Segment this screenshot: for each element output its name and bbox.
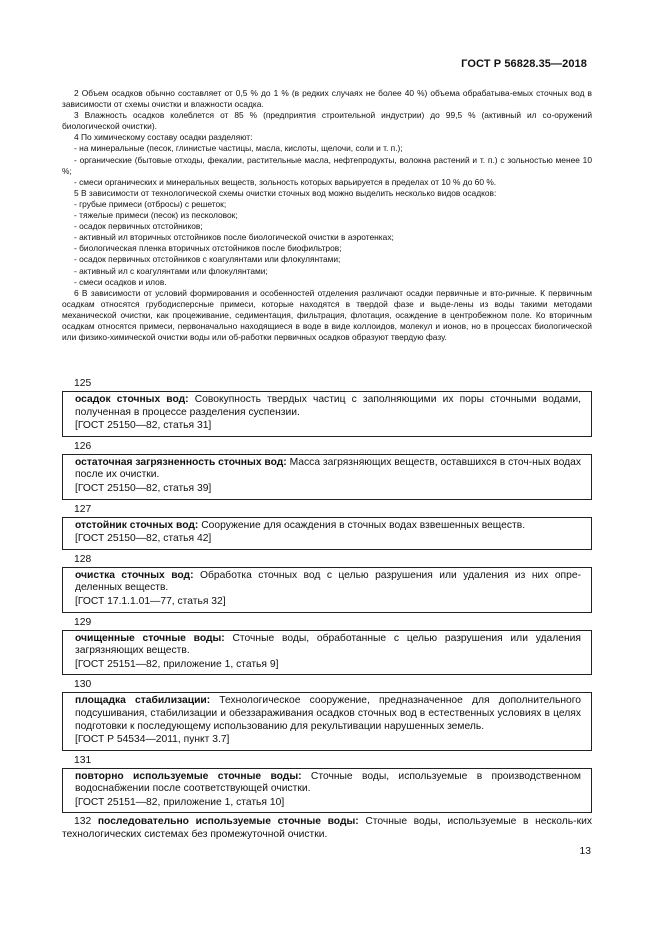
term-name: очищенные сточные воды: <box>75 632 225 644</box>
note-paragraph: 4 По химическому составу осадки разделяют: <box>74 132 253 143</box>
term-text: Сооружение для осаждения в сточных водах взвешенных веществ. <box>198 519 526 531</box>
document-header: ГОСТ Р 56828.35—2018 <box>461 58 587 70</box>
term-source: [ГОСТ 25151—82, приложение 1, статья 10] <box>75 796 285 808</box>
term-name: площадка стабилизации: <box>75 695 211 707</box>
term-name: последовательно используемые сточные воды: <box>97 816 359 828</box>
note-list-item: - осадок первичных отстойников; <box>74 221 203 232</box>
term-definition <box>75 695 581 733</box>
term-name: остаточная загрязненность сточных вод: <box>75 456 287 468</box>
term-name: отстойник сточных вод: <box>75 519 199 531</box>
term-source: [ГОСТ 25150—82, статья 42] <box>75 533 212 545</box>
note-list-item: - биологическая пленка вторичных отстойников после биофильтров; <box>74 243 342 254</box>
note-paragraph: 2 Объем осадков обычно составляет от 0,5 % до 1 % (в редких случаях не более 40 %) объема обрабатыва-емых сточных вод в зависимости от схемы очистки и влажности осадка. <box>62 88 592 110</box>
notes-section <box>62 88 592 343</box>
term-name: осадок сточных вод: <box>75 394 189 405</box>
term-number: 130 <box>74 679 92 691</box>
term-name: повторно используемые сточные воды: <box>75 770 302 782</box>
note-list-item: - активный ил вторичных отстойников после биологической очистки в аэротенках; <box>74 232 394 243</box>
term-definition <box>75 520 581 533</box>
term-source: [ГОСТ Р 54534—2011, пункт 3.7] <box>75 734 230 746</box>
term-number: 127 <box>74 503 92 515</box>
term-definition <box>75 394 581 419</box>
terms-section <box>62 377 592 842</box>
note-list-item: - смеси осадков и илов. <box>74 276 167 287</box>
note-paragraph: 6 В зависимости от условий формирования и особенностей отделения различают осадки первичные и вто-ричные. К первичным осадкам относятся грубодисперсные примеси, которые находятся в твердой фазе и выде-лены из воды такими методами механической очистки, как процеживание, седиментация, фильтрация, флотация, осаждение в центробежном поле. Ко вторичным осадкам относятся примеси, первоначально находящиеся в воде в виде коллоидов, молекул и ионов, но в процессах биологической или физико-химической очистки воды или об-работки первичных осадков образуют твердую фазу. <box>62 287 592 343</box>
term-box <box>62 630 592 676</box>
note-list-item: - на минеральные (песок, глинистые частицы, масла, кислоты, щелочи, соли и т. п.); <box>74 143 403 154</box>
term-number: 129 <box>74 616 92 628</box>
term-definition <box>75 771 581 796</box>
term-text: Обработка сточных вод с целью разрушения или удаления из них опре-деленных веществ. <box>75 569 582 594</box>
term-text: Технологическое сооружение, предназначенное для дополнительного подсушивания, стабилизации и обеззараживания осадков сточных вод в естественных условиях в целях подготовки к последующему использованию для рекультивации нарушенных земель. <box>75 695 581 732</box>
note-list-item: - органические (бытовые отходы, фекалии, растительные масла, нефтепродукты, волокна растений и т. п.) с зольностью менее 10 %; <box>62 154 592 176</box>
term-text: Масса загрязняющих веществ, оставшихся в сточ-ных водах после их очистки. <box>75 456 581 481</box>
term-source: [ГОСТ 25150—82, статья 39] <box>75 482 212 494</box>
term-box <box>62 517 592 550</box>
note-paragraph: 5 В зависимости от технологической схемы очистки сточных вод можно выделить несколько видов осадков: <box>74 187 497 198</box>
note-paragraph: 3 Влажность осадков колеблется от 85 % (предприятия строительной индустрии) до 99,5 % (активный ил со-оружений биологической очистки). <box>62 110 592 132</box>
note-list-item: - осадок первичных отстойников с коагулянтами или флокулянтами; <box>74 254 341 265</box>
term-number: 128 <box>74 553 92 565</box>
term-text: Сточные воды, используемые в несколь-ких технологических системах без промежуточной очистки. <box>62 816 592 841</box>
term-number: 131 <box>74 754 92 766</box>
note-list-item: - тяжелые примеси (песок) из песколовок; <box>74 210 238 221</box>
note-list-item: - смеси органических и минеральных веществ, зольность которых варьируется в пределах от 10 % до 60 %. <box>74 176 497 187</box>
term-text: Сточные воды, обработанные с целью разрушения или удаления загрязняющих веществ. <box>75 632 581 657</box>
term-source: [ГОСТ 17.1.1.01—77, статья 32] <box>75 595 226 607</box>
term-entry-unboxed <box>62 816 592 841</box>
term-name: очистка сточных вод: <box>75 569 194 581</box>
term-number: 132 <box>74 816 92 828</box>
term-source: [ГОСТ 25150—82, статья 31] <box>75 420 212 432</box>
term-source: [ГОСТ 25151—82, приложение 1, статья 9] <box>75 658 279 670</box>
term-definition <box>75 457 581 482</box>
term-definition <box>75 570 581 595</box>
term-number: 126 <box>74 440 92 452</box>
term-box <box>62 692 592 750</box>
term-text: Совокупность твердых частиц с заполняющими их поры сточными водами, полученная в процессе разделения суспензии. <box>75 394 581 418</box>
note-list-item: - активный ил с коагулянтами или флокулянтами; <box>74 265 268 276</box>
term-box <box>62 454 592 500</box>
term-number: 125 <box>74 378 92 389</box>
term-text: Сточные воды, используемые в производственном водоснабжении после соответствующей очистки. <box>75 770 581 795</box>
term-box <box>62 391 592 437</box>
term-box <box>62 768 592 814</box>
term-box <box>62 567 592 613</box>
note-list-item: - грубые примеси (отбросы) с решеток; <box>74 198 227 209</box>
term-definition <box>75 633 581 658</box>
page-number: 13 <box>579 846 591 857</box>
